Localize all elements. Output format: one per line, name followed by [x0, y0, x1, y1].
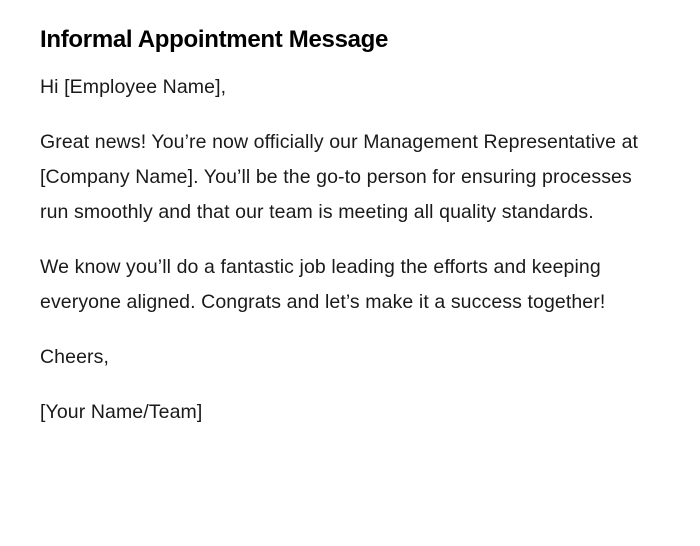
document-title: Informal Appointment Message: [40, 26, 389, 53]
closing-line: Cheers,: [40, 346, 109, 368]
signature-line: [Your Name/Team]: [40, 401, 203, 423]
document-page: [40, 22, 660, 450]
body-paragraph-1: Great news! You’re now officially our Management Representative at [Company Name]. You’ll be the go-to person for ensuring processes run smoothly and that our team is meeting all quality standards.: [40, 131, 639, 223]
greeting-line: Hi [Employee Name],: [40, 76, 227, 98]
body-paragraph-2: We know you’ll do a fantastic job leading the efforts and keeping everyone aligned. Congrats and let’s make it a success together!: [40, 256, 606, 313]
